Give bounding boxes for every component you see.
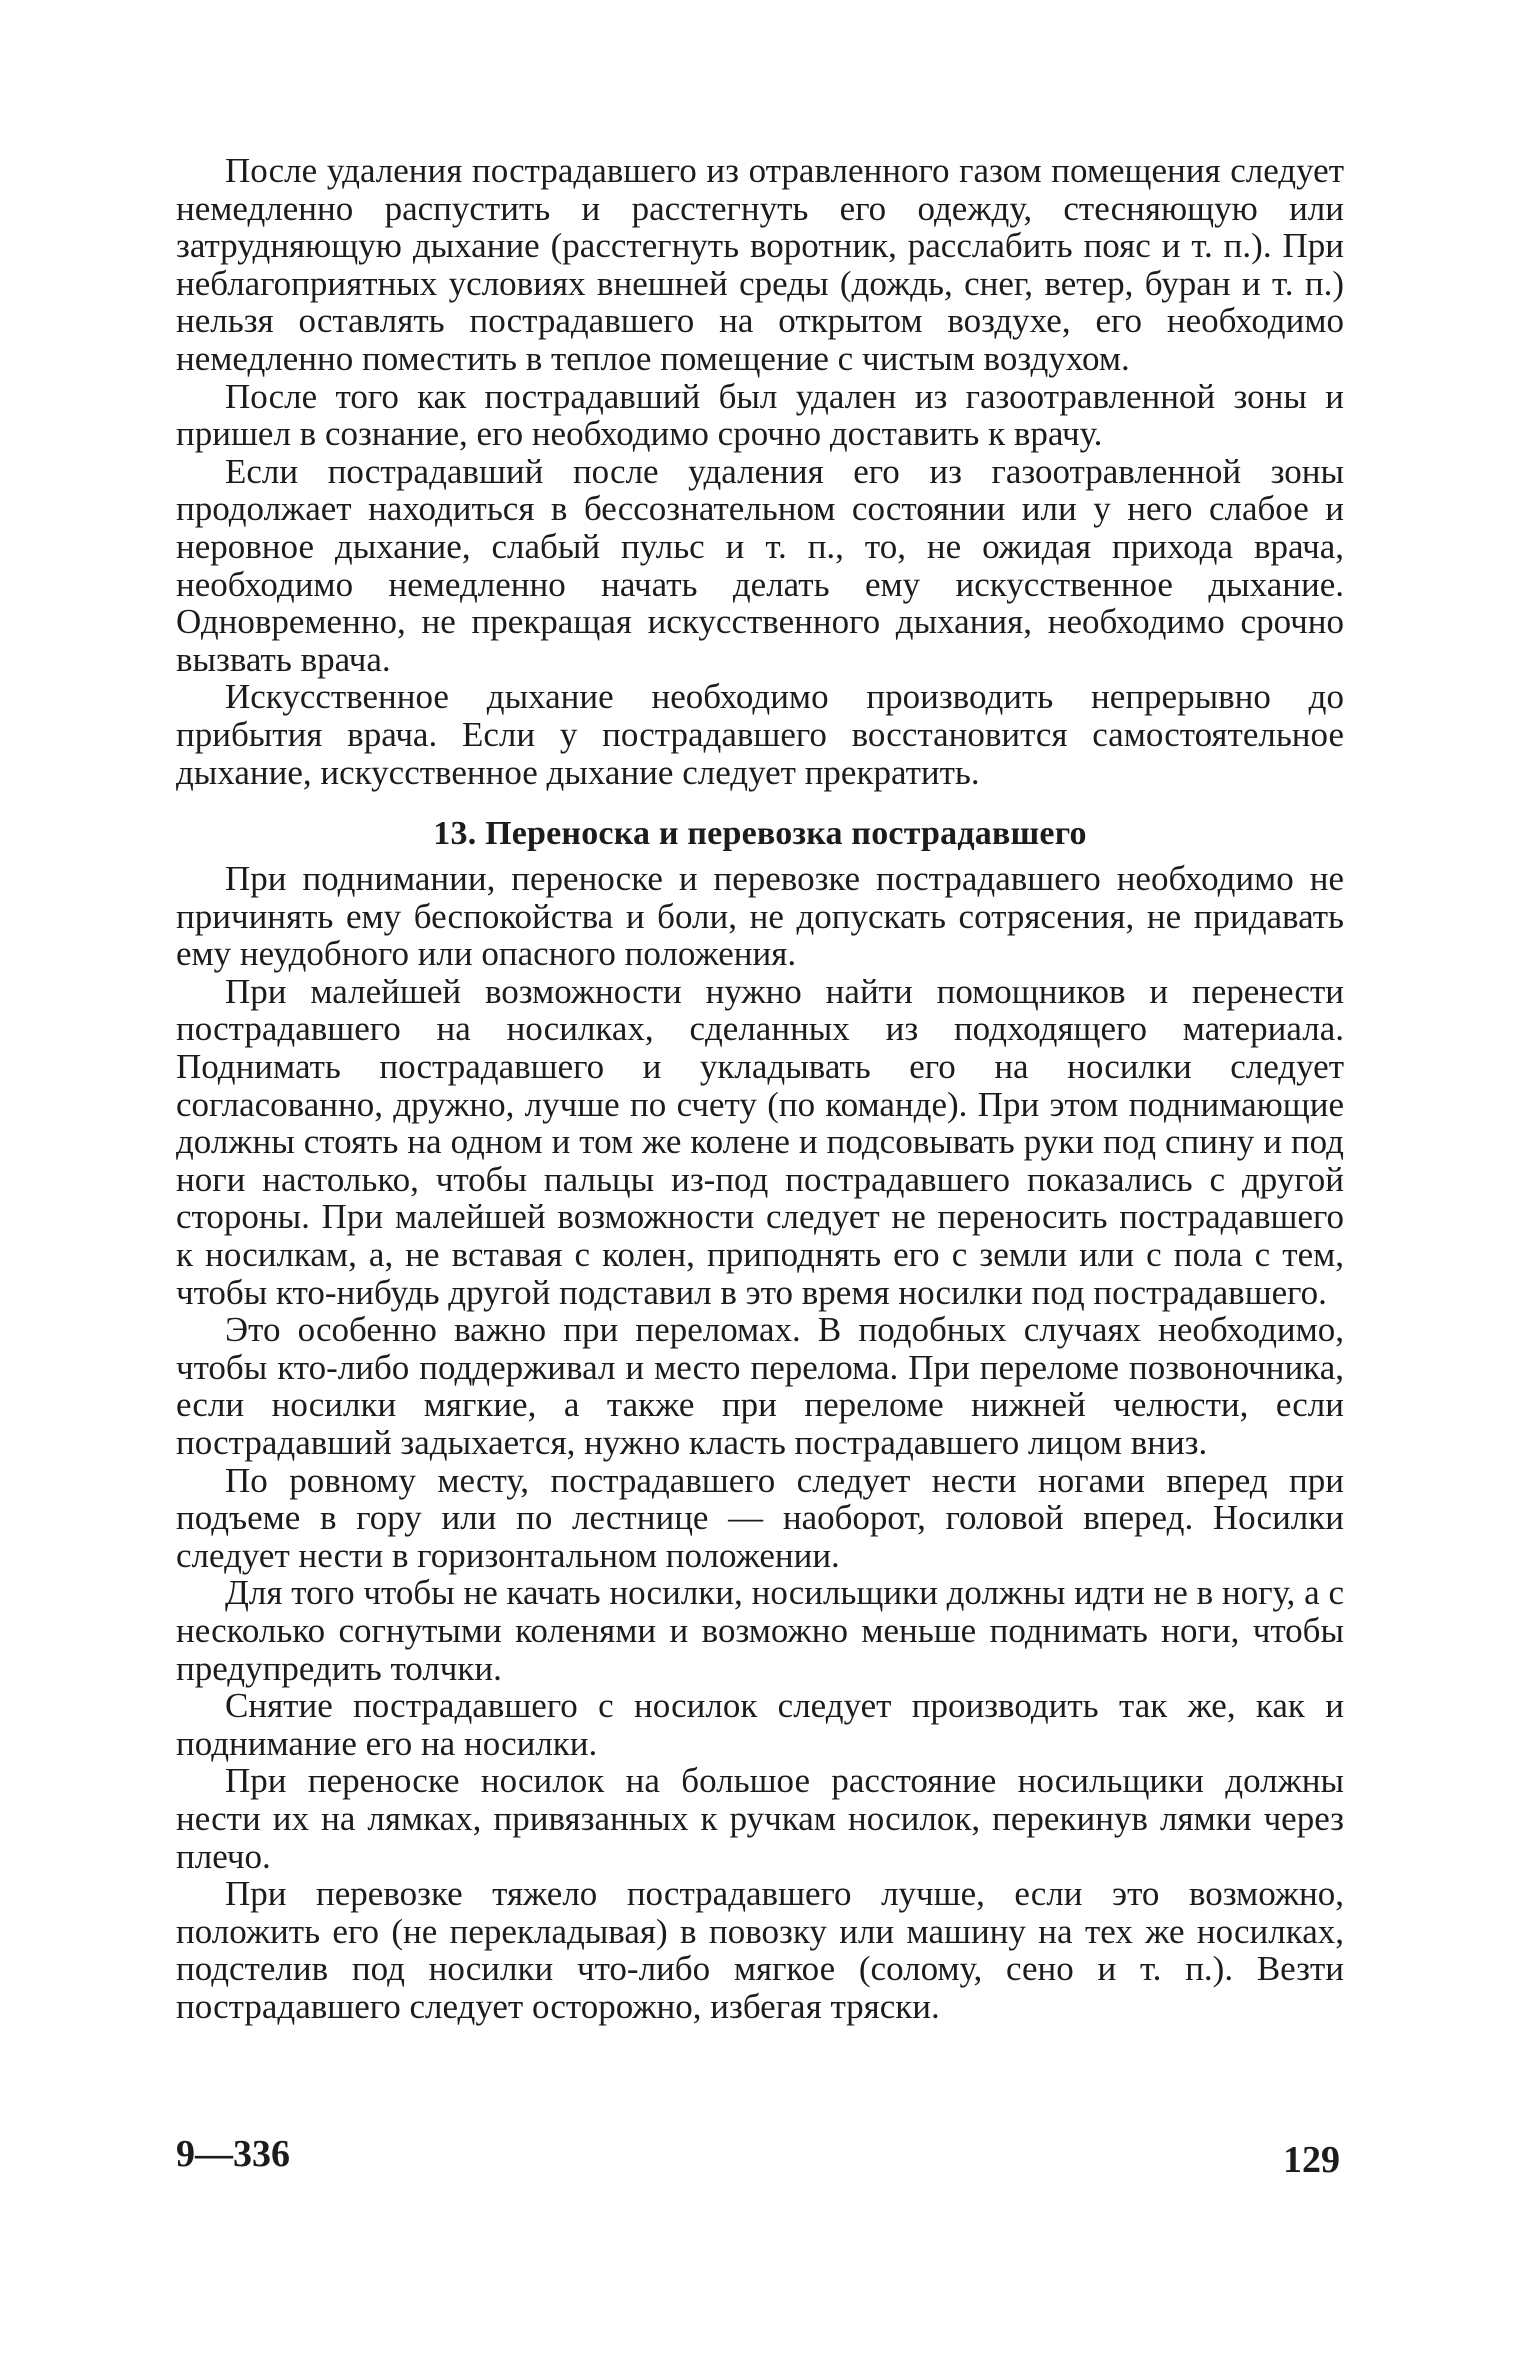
paragraph: После того как пострадавший был удален из газоотравленной зоны и пришел в сознание, его необходимо срочно доставить к врачу.	[176, 376, 1344, 454]
paragraph: При переноске носилок на большое расстояние носильщики должны нести их на лямках, привязанных к ручкам носилок, перекинув лямки через плечо.	[176, 1761, 1344, 1876]
paragraph: Искусственное дыхание необходимо производить непрерывно до прибытия врача. Если у пострадавшего восстановится самостоятельное дыхание, искусственное дыхание следует прекратить.	[176, 677, 1344, 792]
paragraph: Для того чтобы не качать носилки, носильщики должны идти не в ногу, а с несколько согнутыми коленями и возможно меньше поднимать ноги, чтобы предупредить толчки.	[176, 1573, 1344, 1688]
paragraph: По ровному месту, пострадавшего следует нести ногами вперед при подъеме в гору или по лестнице — наоборот, головой вперед. Носилки следует нести в горизонтальном положении.	[176, 1460, 1344, 1575]
paragraph: При поднимании, переноске и перевозке пострадавшего необходимо не причинять ему беспокойства и боли, не допускать сотрясения, не придавать ему неудобного или опасного положения.	[176, 859, 1344, 974]
body-text	[176, 152, 1344, 2026]
paragraph: Это особенно важно при переломах. В подобных случаях необходимо, чтобы кто-либо поддерживал и место перелома. При переломе позвоночника, если носилки мягкие, а также при переломе нижней челюсти, если пострадавший задыхается, нужно класть пострадавшего лицом вниз.	[176, 1310, 1344, 1462]
page-footer	[176, 2132, 1344, 2182]
paragraph: Если пострадавший после удаления его из газоотравленной зоны продолжает находиться в бессознательном состоянии или у него слабое и неровное дыхание, слабый пульс и т. п., то, не ожидая прихода врача, необходимо немедленно начать делать ему искусственное дыхание. Одновременно, не прекращая искусственного дыхания, необходимо срочно вызвать врача.	[176, 451, 1344, 679]
paragraph: Снятие пострадавшего с носилок следует производить так же, как и поднимание его на носилки.	[176, 1686, 1344, 1763]
section-heading: 13. Переноска и перевозка пострадавшего	[433, 815, 1087, 853]
paragraph: При перевозке тяжело пострадавшего лучше, если это возможно, положить его (не перекладывая) в повозку или машину на тех же носилках, подстелив под носилки что-либо мягкое (солому, сено и т. п.). Везти пострадавшего следует осторожно, избегая тряски.	[176, 1874, 1344, 2026]
printer-signature: 9—336	[176, 2133, 290, 2175]
paragraph: При малейшей возможности нужно найти помощников и перенести пострадавшего на носилках, сделанных из подходящего материала. Поднимать пострадавшего и укладывать его на носилки следует согласованно, дружно, лучше по счету (по команде). При этом поднимающие должны стоять на одном и том же колене и подсовывать руки под спину и под ноги настолько, чтобы пальцы из-под пострадавшего показались с другой стороны. При малейшей возможности следует не переносить пострадавшего к носилкам, а, не вставая с колен, приподнять его с земли или с пола с тем, чтобы кто-нибудь другой подставил в это время носилки под пострадавшего.	[176, 971, 1344, 1312]
paragraph: После удаления пострадавшего из отравленного газом помещения следует немедленно распустить и расстегнуть его одежду, стесняющую или затрудняющую дыхание (расстегнуть воротник, расслабить пояс и т. п.). При неблагоприятных условиях внешней среды (дождь, снег, ветер, буран и т. п.) нельзя оставлять пострадавшего на открытом воздухе, его необходимо немедленно поместить в теплое помещение с чистым воздухом.	[176, 151, 1344, 378]
page-number: 129	[1283, 2139, 1340, 2181]
